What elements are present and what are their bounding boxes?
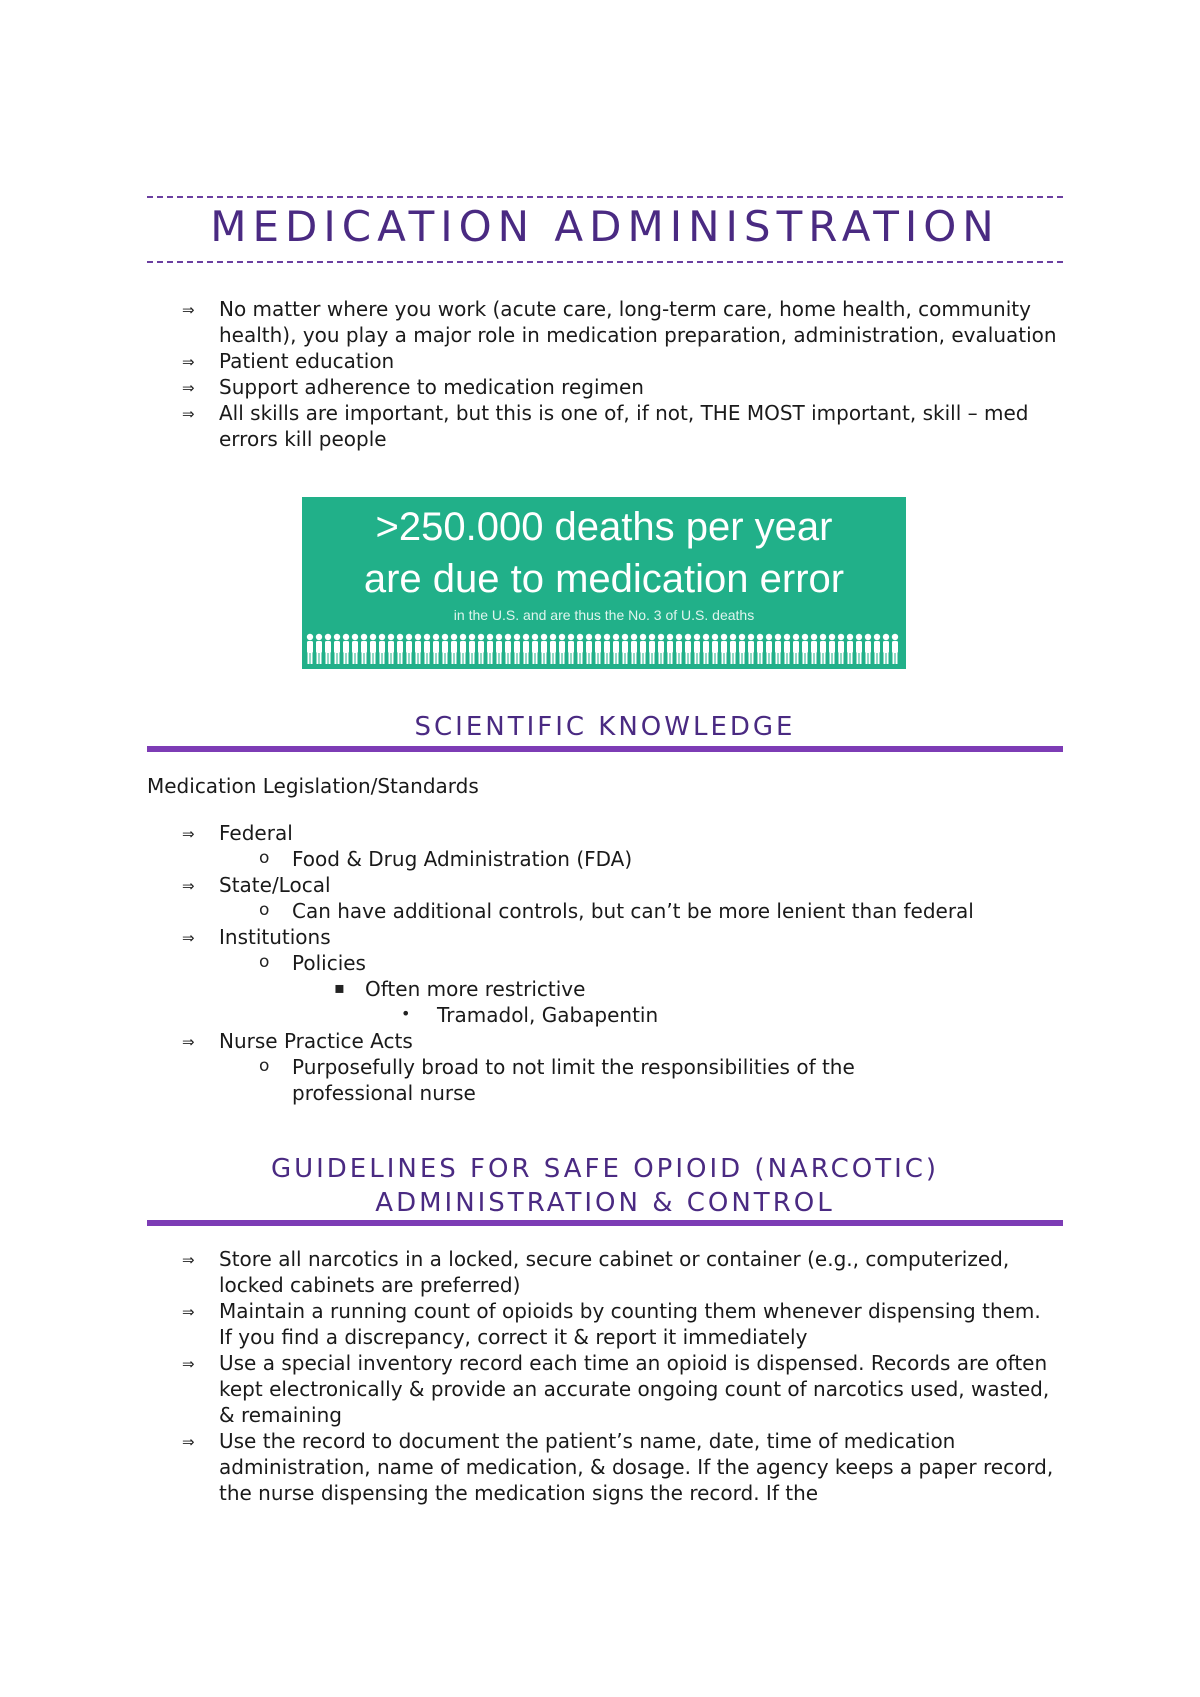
- person-figure-icon: [820, 634, 826, 664]
- list-item-text: Federal: [219, 821, 293, 845]
- person-figure-icon: [730, 634, 736, 664]
- arrow-bullet-icon: ⇒: [182, 301, 195, 319]
- legislation-list: [0, 820, 1200, 1106]
- person-figure-icon: [631, 634, 637, 664]
- list-item: [0, 924, 1059, 950]
- person-figure-icon: [406, 634, 412, 664]
- list-item-text: Often more restrictive: [365, 977, 586, 1001]
- arrow-bullet-icon: ⇒: [182, 929, 195, 947]
- person-figure-icon: [694, 634, 700, 664]
- list-item: [0, 296, 1059, 348]
- list-item-text: All skills are important, but this is one of, if not, THE MOST important, skill – med errors kill people: [219, 401, 1029, 451]
- section-heading-scientific: SCIENTIFIC KNOWLEDGE: [414, 712, 796, 742]
- person-figure-icon: [361, 634, 367, 664]
- list-item: [0, 1002, 1200, 1028]
- arrow-bullet-icon: ⇒: [182, 1033, 195, 1051]
- person-figure-icon: [388, 634, 394, 664]
- list-item: [0, 400, 1059, 452]
- subheading-legislation: Medication Legislation/Standards: [147, 774, 479, 798]
- arrow-bullet-icon: ⇒: [182, 379, 195, 397]
- list-item: [0, 1298, 1059, 1350]
- person-figure-icon: [649, 634, 655, 664]
- banner-line-1: >250.000 deaths per year: [375, 505, 833, 549]
- person-figure-icon: [847, 634, 853, 664]
- list-item: [0, 374, 1059, 400]
- person-figure-icon: [325, 634, 331, 664]
- person-figure-icon: [703, 634, 709, 664]
- page-title: MEDICATION ADMINISTRATION: [210, 202, 1000, 251]
- person-figure-icon: [793, 634, 799, 664]
- person-figure-icon: [748, 634, 754, 664]
- person-figure-icon: [766, 634, 772, 664]
- banner-line-2: are due to medication error: [363, 557, 845, 601]
- person-figure-icon: [577, 634, 583, 664]
- person-figure-icon: [856, 634, 862, 664]
- arrow-bullet-icon: ⇒: [182, 1433, 195, 1451]
- person-figure-icon: [514, 634, 520, 664]
- title-bottom-rule: [147, 261, 1063, 263]
- arrow-bullet-icon: ⇒: [182, 877, 195, 895]
- person-figure-icon: [469, 634, 475, 664]
- person-figure-icon: [433, 634, 439, 664]
- opioid-guidelines-list: [0, 1246, 1200, 1506]
- person-figures-icon: [304, 631, 904, 667]
- list-item: [0, 872, 1059, 898]
- person-figure-icon: [685, 634, 691, 664]
- section-divider: [147, 1220, 1063, 1226]
- person-figure-icon: [415, 634, 421, 664]
- person-figure-icon: [379, 634, 385, 664]
- circle-bullet-icon: o: [259, 848, 270, 868]
- person-figure-icon: [712, 634, 718, 664]
- person-figure-icon: [622, 634, 628, 664]
- person-figure-icon: [460, 634, 466, 664]
- circle-bullet-icon: o: [259, 1056, 270, 1076]
- list-item: [0, 1246, 1059, 1298]
- person-figure-icon: [811, 634, 817, 664]
- list-item-text: No matter where you work (acute care, long-term care, home health, community health), you play a major role in medication preparation, administration, evaluation: [219, 297, 1057, 347]
- person-figure-icon: [721, 634, 727, 664]
- arrow-bullet-icon: ⇒: [182, 1303, 195, 1321]
- medication-error-banner: [302, 497, 906, 669]
- arrow-bullet-icon: ⇒: [182, 1251, 195, 1269]
- person-figure-icon: [613, 634, 619, 664]
- person-figure-icon: [892, 634, 898, 664]
- person-figure-icon: [541, 634, 547, 664]
- list-item-text: Nurse Practice Acts: [219, 1029, 413, 1053]
- person-figure-icon: [829, 634, 835, 664]
- person-figure-icon: [523, 634, 529, 664]
- person-figure-icon: [784, 634, 790, 664]
- section-heading-opioid-line-2: ADMINISTRATION & CONTROL: [375, 1188, 835, 1218]
- banner-line-3: in the U.S. and are thus the No. 3 of U.S. deaths: [453, 607, 755, 623]
- person-figure-icon: [307, 634, 313, 664]
- list-item-text: Food & Drug Administration (FDA): [292, 847, 633, 871]
- person-figure-icon: [802, 634, 808, 664]
- list-item-text: Support adherence to medication regimen: [219, 375, 644, 399]
- section-divider: [147, 746, 1063, 752]
- arrow-bullet-icon: ⇒: [182, 405, 195, 423]
- person-figure-icon: [838, 634, 844, 664]
- person-figure-icon: [397, 634, 403, 664]
- list-item-text: Institutions: [219, 925, 331, 949]
- list-item: [0, 1428, 1059, 1506]
- list-item-text: Tramadol, Gabapentin: [437, 1003, 659, 1027]
- person-figure-icon: [343, 634, 349, 664]
- circle-bullet-icon: o: [259, 900, 270, 920]
- list-item-text: Policies: [292, 951, 366, 975]
- list-item: [0, 898, 1192, 924]
- person-figure-icon: [874, 634, 880, 664]
- person-figure-icon: [757, 634, 763, 664]
- person-figure-icon: [586, 634, 592, 664]
- person-figure-icon: [676, 634, 682, 664]
- person-figure-icon: [334, 634, 340, 664]
- person-figure-icon: [667, 634, 673, 664]
- section-heading-opioid-line-1: GUIDELINES FOR SAFE OPIOID (NARCOTIC): [270, 1154, 940, 1184]
- person-figure-icon: [775, 634, 781, 664]
- person-figure-icon: [370, 634, 376, 664]
- person-figure-icon: [451, 634, 457, 664]
- arrow-bullet-icon: ⇒: [182, 825, 195, 843]
- person-figure-icon: [478, 634, 484, 664]
- list-item-text: Use a special inventory record each time an opioid is dispensed. Records are often kept electronically & provide an accurate ongoing count of narcotics used, wasted, & remaining: [219, 1351, 1050, 1427]
- intro-list: [0, 296, 1200, 452]
- square-bullet-icon: ▪: [334, 978, 345, 997]
- arrow-bullet-icon: ⇒: [182, 1355, 195, 1373]
- list-item: [0, 1054, 952, 1106]
- person-figure-icon: [496, 634, 502, 664]
- list-item: [0, 846, 1072, 872]
- dot-bullet-icon: •: [401, 1004, 411, 1023]
- person-figure-icon: [658, 634, 664, 664]
- list-item-text: Purposefully broad to not limit the responsibilities of the professional nurse: [292, 1055, 855, 1105]
- person-figure-icon: [883, 634, 889, 664]
- arrow-bullet-icon: ⇒: [182, 353, 195, 371]
- person-figure-icon: [640, 634, 646, 664]
- list-item: [0, 1028, 1059, 1054]
- person-figure-icon: [424, 634, 430, 664]
- person-figure-icon: [865, 634, 871, 664]
- person-figure-icon: [487, 634, 493, 664]
- list-item: [0, 348, 1059, 374]
- list-item: [0, 950, 1072, 976]
- person-figure-icon: [505, 634, 511, 664]
- list-item-text: Can have additional controls, but can’t be more lenient than federal: [292, 899, 974, 923]
- person-figure-icon: [532, 634, 538, 664]
- list-item-text: Store all narcotics in a locked, secure cabinet or container (e.g., computerized, locked cabinets are preferred): [219, 1247, 1010, 1297]
- list-item-text: Patient education: [219, 349, 395, 373]
- person-figure-icon: [739, 634, 745, 664]
- person-figure-icon: [550, 634, 556, 664]
- person-figure-icon: [595, 634, 601, 664]
- list-item: [0, 976, 1200, 1002]
- list-item-text: Use the record to document the patient’s name, date, time of medication administration, name of medication, & dosage. If the agency keeps a paper record, the nurse dispensing the medication signs the record. If the: [219, 1429, 1054, 1505]
- person-figure-icon: [442, 634, 448, 664]
- list-item-text: Maintain a running count of opioids by counting them whenever dispensing them. If you find a discrepancy, correct it & report it immediately: [219, 1299, 1041, 1349]
- list-item-text: State/Local: [219, 873, 331, 897]
- circle-bullet-icon: o: [259, 952, 270, 972]
- person-figure-icon: [559, 634, 565, 664]
- person-figure-icon: [316, 634, 322, 664]
- list-item: [0, 820, 1059, 846]
- person-figure-icon: [352, 634, 358, 664]
- person-figure-icon: [568, 634, 574, 664]
- list-item: [0, 1350, 1059, 1428]
- person-figure-icon: [604, 634, 610, 664]
